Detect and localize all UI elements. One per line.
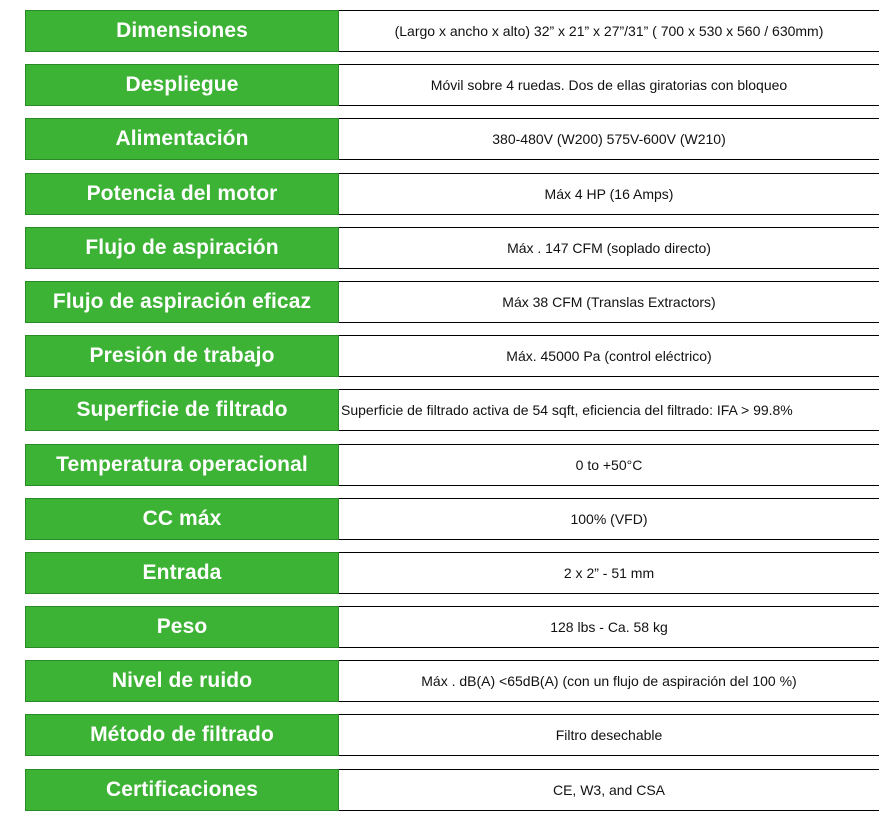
spec-row-motor-power bbox=[25, 173, 879, 215]
spec-row-deployment bbox=[25, 64, 879, 106]
spec-row-operating-temperature bbox=[25, 444, 879, 486]
spec-label-working-pressure: Presión de trabajo bbox=[25, 335, 339, 377]
spec-value-noise-level: Máx . dB(A) <65dB(A) (con un flujo de aspiración del 100 %) bbox=[339, 660, 879, 702]
spec-label-noise-level: Nivel de ruido bbox=[25, 660, 339, 702]
spec-row-filtration-method bbox=[25, 714, 879, 756]
spec-value-effective-suction-flow: Máx 38 CFM (Translas Extractors) bbox=[339, 281, 879, 323]
spec-label-suction-flow: Flujo de aspiración bbox=[25, 227, 339, 269]
spec-label-dimensions: Dimensiones bbox=[25, 10, 339, 52]
spec-row-max-duty-cycle bbox=[25, 498, 879, 540]
spec-label-max-duty-cycle: CC máx bbox=[25, 498, 339, 540]
spec-value-deployment: Móvil sobre 4 ruedas. Dos de ellas giratorias con bloqueo bbox=[339, 64, 879, 106]
spec-value-operating-temperature: 0 to +50°C bbox=[339, 444, 879, 486]
spec-row-certifications bbox=[25, 769, 879, 811]
spec-label-weight: Peso bbox=[25, 606, 339, 648]
spec-label-certifications: Certificaciones bbox=[25, 769, 339, 811]
spec-label-power-supply: Alimentación bbox=[25, 118, 339, 160]
spec-row-effective-suction-flow bbox=[25, 281, 879, 323]
spec-label-filtration-method: Método de filtrado bbox=[25, 714, 339, 756]
spec-value-inlet: 2 x 2” - 51 mm bbox=[339, 552, 879, 594]
spec-value-max-duty-cycle: 100% (VFD) bbox=[339, 498, 879, 540]
spec-table bbox=[25, 10, 879, 823]
spec-label-operating-temperature: Temperatura operacional bbox=[25, 444, 339, 486]
spec-row-weight bbox=[25, 606, 879, 648]
spec-label-deployment: Despliegue bbox=[25, 64, 339, 106]
spec-value-weight: 128 lbs - Ca. 58 kg bbox=[339, 606, 879, 648]
spec-label-effective-suction-flow: Flujo de aspiración eficaz bbox=[25, 281, 339, 323]
spec-row-working-pressure bbox=[25, 335, 879, 377]
spec-value-filter-surface: Superficie de filtrado activa de 54 sqft, eficiencia del filtrado: IFA > 99.8% bbox=[339, 389, 879, 431]
spec-value-certifications: CE, W3, and CSA bbox=[339, 769, 879, 811]
spec-value-power-supply: 380-480V (W200) 575V-600V (W210) bbox=[339, 118, 879, 160]
spec-row-suction-flow bbox=[25, 227, 879, 269]
spec-row-noise-level bbox=[25, 660, 879, 702]
spec-row-power-supply bbox=[25, 118, 879, 160]
spec-row-inlet bbox=[25, 552, 879, 594]
spec-row-filter-surface bbox=[25, 389, 879, 431]
spec-value-working-pressure: Máx. 45000 Pa (control eléctrico) bbox=[339, 335, 879, 377]
spec-label-inlet: Entrada bbox=[25, 552, 339, 594]
spec-label-motor-power: Potencia del motor bbox=[25, 173, 339, 215]
spec-row-dimensions bbox=[25, 10, 879, 52]
spec-value-filtration-method: Filtro desechable bbox=[339, 714, 879, 756]
spec-label-filter-surface: Superficie de filtrado bbox=[25, 389, 339, 431]
spec-value-suction-flow: Máx . 147 CFM (soplado directo) bbox=[339, 227, 879, 269]
spec-value-motor-power: Máx 4 HP (16 Amps) bbox=[339, 173, 879, 215]
spec-value-dimensions: (Largo x ancho x alto) 32” x 21” x 27”/31” ( 700 x 530 x 560 / 630mm) bbox=[339, 10, 879, 52]
